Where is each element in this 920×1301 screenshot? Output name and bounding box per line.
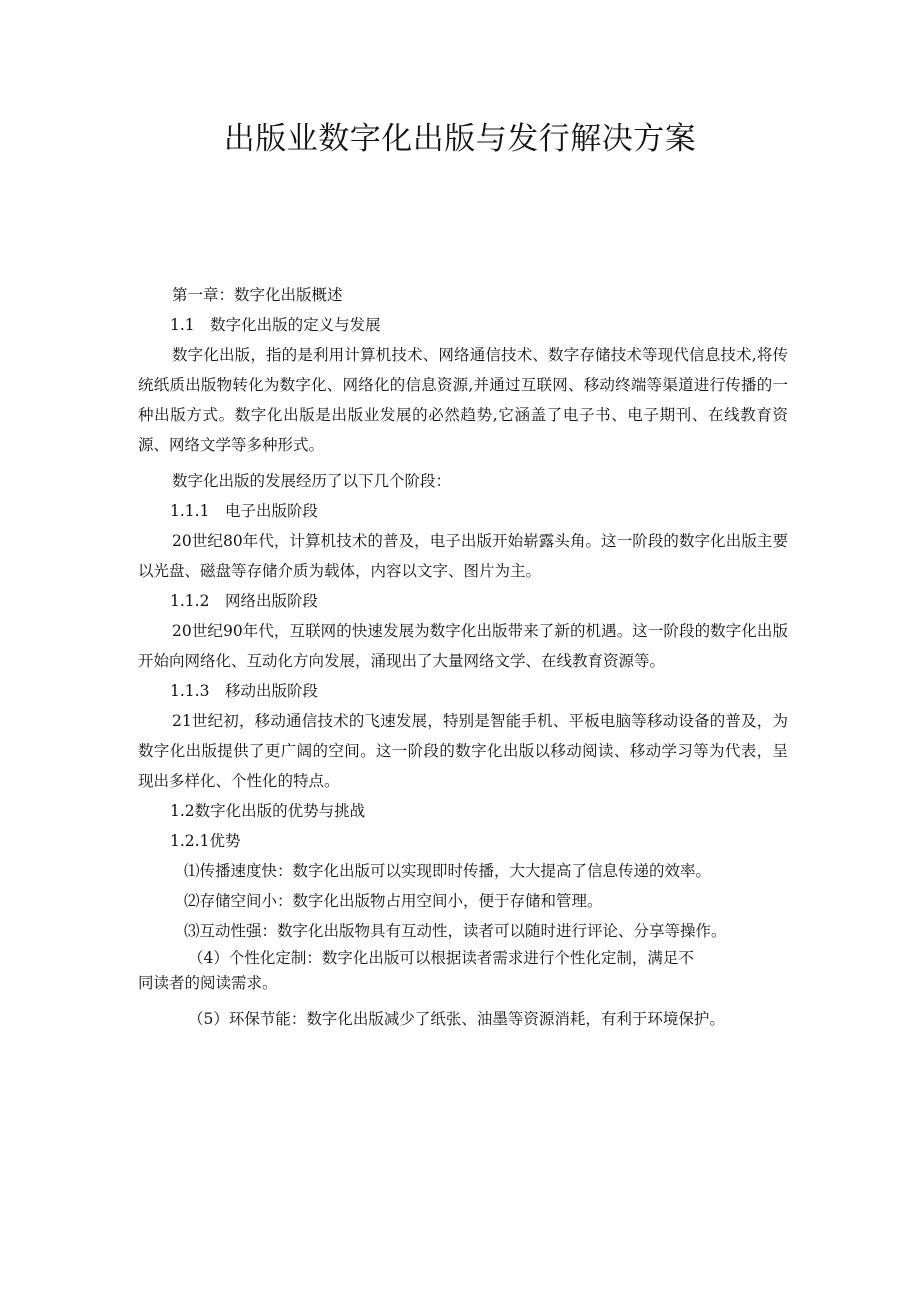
list-item-5: （5）环保节能：数字化出版减少了纸张、油墨等资源消耗，有利于环境保护。: [188, 1010, 725, 1028]
paragraph-definition: 数字化出版，指的是利用计算机技术、网络通信技术、数字存储技术等现代信息技术,将传统纸质出版物转化为数字化、网络化的信息资源,并通过互联网、移动终端等渠道进行传播的一种出版方式。数字化出版是出版业发展的必然趋势,它涵盖了电子书、电子期刊、在线教育资源、网络文学等多种形式。: [138, 346, 788, 454]
document-body: [138, 280, 788, 1034]
section-heading-1-1-2: 1.1.2 网络出版阶段: [170, 592, 318, 610]
paragraph-stages-intro: 数字化出版的发展经历了以下几个阶段：: [172, 472, 452, 490]
list-item-1: ⑴传播速度快：数字化出版可以实现即时传播，大大提高了信息传递的效率。: [184, 862, 712, 880]
section-heading-1-1-1: 1.1.1 电子出版阶段: [170, 502, 318, 520]
list-item-2: ⑵存储空间小：数字化出版物占用空间小，便于存储和管理。: [184, 892, 603, 910]
list-item-4: （4）个性化定制：数字化出版可以根据读者需求进行个性化定制，满足不: [188, 949, 694, 967]
chapter-heading: 第一章：数字化出版概述: [172, 286, 343, 304]
section-heading-1-1: 1.1 数字化出版的定义与发展: [170, 316, 381, 334]
section-heading-1-2: 1.2数字化出版的优势与挑战: [170, 802, 366, 820]
document-title: 出版业数字化出版与发行解决方案: [223, 121, 697, 157]
paragraph-network-stage: 20世纪90年代，互联网的快速发展为数字化出版带来了新的机遇。这一阶段的数字化出版开始向网络化、互动化方向发展，涌现出了大量网络文学、在线教育资源等。: [138, 622, 788, 670]
paragraph-mobile-stage: 21世纪初，移动通信技术的飞速发展，特别是智能手机、平板电脑等移动设备的普及，为数字化出版提供了更广阔的空间。这一阶段的数字化出版以移动阅读、移动学习等为代表，呈现出多样化、个性化的特点。: [138, 712, 788, 790]
list-item-3: ⑶互动性强：数字化出版物具有互动性，读者可以随时进行评论、分享等操作。: [184, 922, 727, 940]
list-item-4-continuation: 同读者的阅读需求。: [138, 974, 278, 992]
paragraph-electronic-stage: 20世纪80年代，计算机技术的普及，电子出版开始崭露头角。这一阶段的数字化出版主要以光盘、磁盘等存储介质为载体，内容以文字、图片为主。: [138, 532, 788, 580]
section-heading-1-1-3: 1.1.3 移动出版阶段: [170, 682, 318, 700]
section-heading-1-2-1: 1.2.1优势: [170, 832, 241, 850]
